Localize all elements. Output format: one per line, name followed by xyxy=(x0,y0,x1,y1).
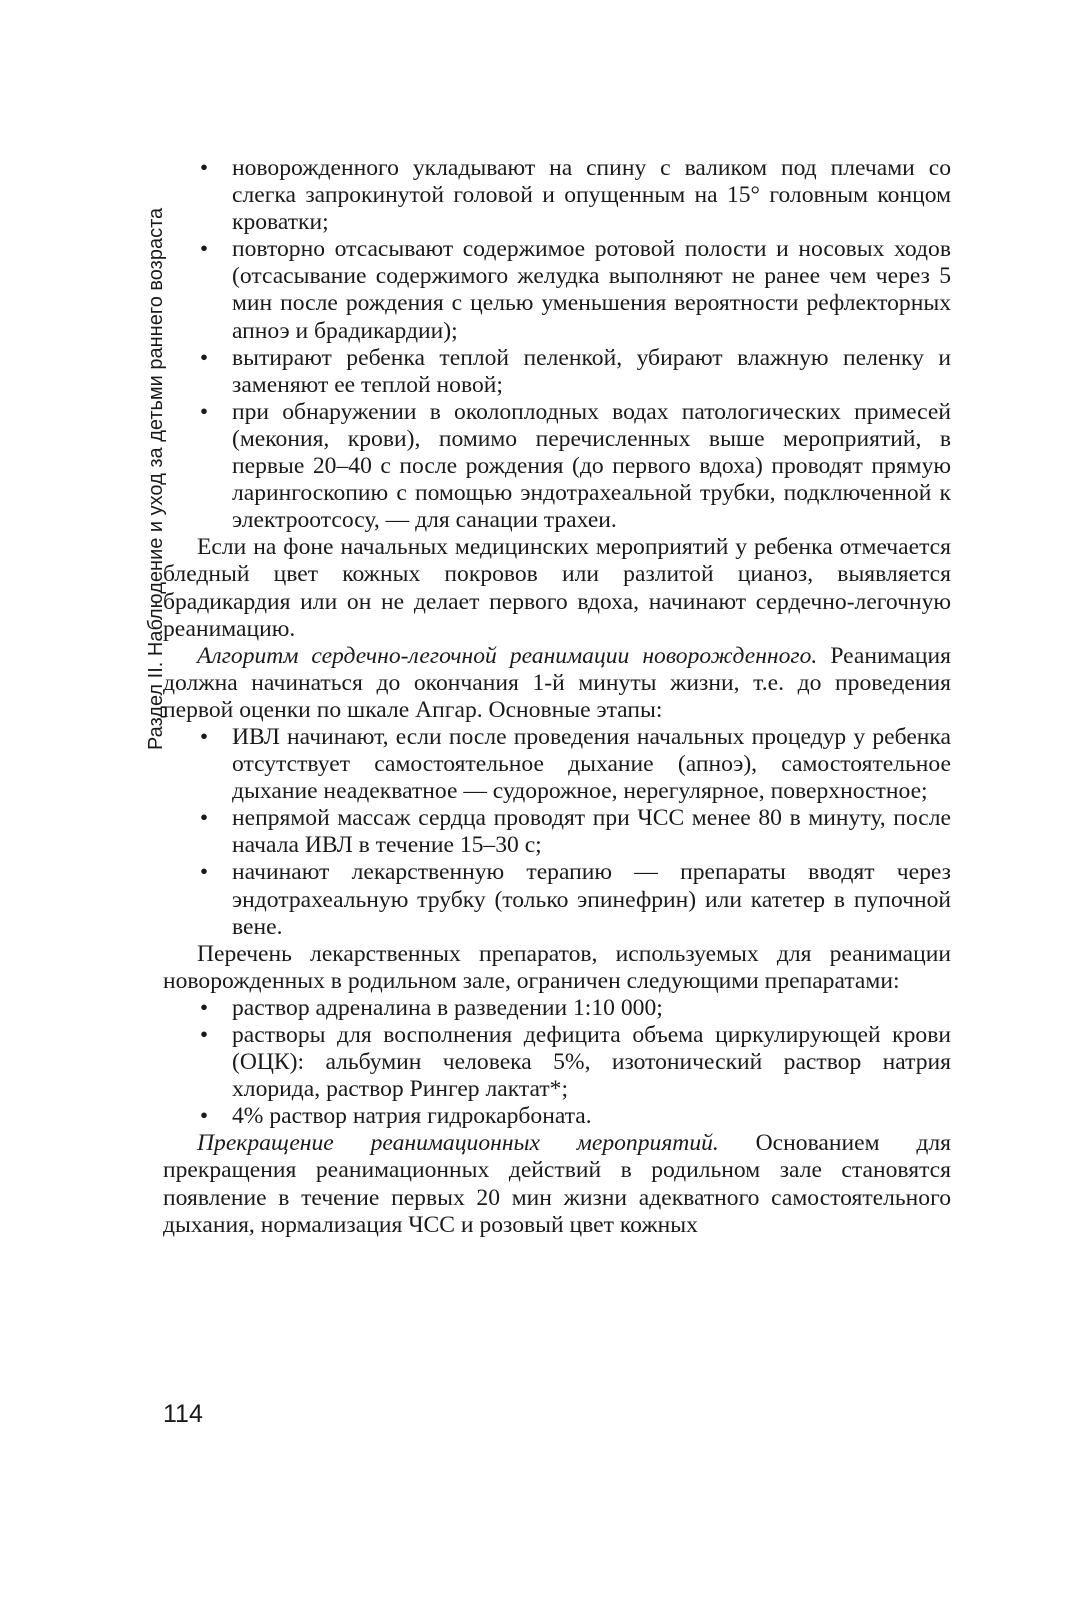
paragraph-algorithm xyxy=(163,643,951,724)
list-item xyxy=(163,724,951,805)
list-item xyxy=(163,1103,951,1130)
list-item xyxy=(163,805,951,859)
bullet-icon: • xyxy=(199,1103,209,1130)
paragraph-resuscitation-start: Если на фоне начальных медицинских мероприятий у ребенка отмечается бледный цвет кожных покровов или разлитой цианоз, выявляется брадикардия или он не делает первого вдоха, начинают сердечно-легочную реанимацию. xyxy=(163,534,951,642)
bullet-icon: • xyxy=(199,805,209,832)
list-item-text: начинают лекарственную терапию — препараты вводят через эндотрахеальную трубку (только эпинефрин) или катетер в пупочной вене. xyxy=(232,859,951,940)
bullet-icon: • xyxy=(199,398,209,425)
list-item xyxy=(163,345,951,399)
list-item-text: растворы для восполнения дефицита объема циркулирующей крови (ОЦК): альбумин человека 5%, изотонический раствор натрия хлорида, раствор Рингер лактат*; xyxy=(232,1022,951,1103)
page-body xyxy=(163,155,951,1239)
section-running-header: Раздел II. Наблюдение и уход за детьми раннего возраста xyxy=(145,207,167,750)
page-number: 114 xyxy=(163,1400,203,1428)
list-item-text: при обнаружении в околоплодных водах патологических примесей (мекония, крови), помимо перечисленных выше мероприятий, в первые 20–40 с после рождения (до первого вдоха) проводят прямую ларингоскопию с помощью эндотрахеальной трубки, подключенной к электроотсосу, — для санации трахеи. xyxy=(232,398,951,534)
list-item-text: раствор адреналина в разведении 1:10 000; xyxy=(232,994,663,1021)
bullet-icon: • xyxy=(199,155,209,181)
bullet-icon: • xyxy=(199,723,209,750)
main-stages-list xyxy=(163,724,951,941)
list-item xyxy=(163,995,951,1022)
list-item xyxy=(163,859,951,940)
list-item-text: новорожденного укладывают на спину с валиком под плечами со слегка запрокинутой головой и опущенным на 15° головным концом кроватки; xyxy=(232,155,951,236)
bullet-icon: • xyxy=(199,344,209,371)
algorithm-text: Реанимация должна начинаться до окончания 1-й минуты жизни, т.е. до проведения первой оценки по шкале Апгар. Основные этапы: xyxy=(163,642,952,723)
list-item xyxy=(163,1022,951,1103)
bullet-icon: • xyxy=(199,1022,209,1048)
list-item-text: повторно отсасывают содержимое ротовой полости и носовых ходов (отсасывание содержимого желудка выполняют не ранее чем через 5 мин после рождения с целью уменьшения вероятности рефлекторных апноэ и брадикардии); xyxy=(232,236,951,344)
bullet-icon: • xyxy=(199,994,209,1021)
list-item-text: ИВЛ начинают, если после проведения начальных процедур у ребенка отсутствует самостоятельное дыхание (апноэ), самостоятельное дыхание неадекватное — судорожное, нерегулярное, поверхностное; xyxy=(232,723,951,805)
list-item xyxy=(163,399,951,534)
paragraph-termination xyxy=(163,1130,951,1238)
paragraph-drug-list: Перечень лекарственных препаратов, используемых для реанимации новорожденных в родильном зале, ограничен следующими препаратами: xyxy=(163,940,951,994)
list-item xyxy=(163,155,951,236)
list-item xyxy=(163,236,951,344)
termination-heading: Прекращение реанимационных мероприятий. xyxy=(197,1130,719,1157)
algorithm-heading: Алгоритм сердечно-легочной реанимации новорожденного. xyxy=(197,642,818,669)
initial-measures-list xyxy=(163,155,951,534)
list-item-text: 4% раствор натрия гидрокарбоната. xyxy=(232,1103,592,1130)
list-item-text: непрямой массаж сердца проводят при ЧСС менее 80 в минуту, после начала ИВЛ в течение 15–30 с; xyxy=(232,805,951,859)
bullet-icon: • xyxy=(199,859,209,886)
bullet-icon: • xyxy=(199,236,209,263)
list-item-text: вытирают ребенка теплой пеленкой, убирают влажную пеленку и заменяют ее теплой новой; xyxy=(232,344,951,398)
drugs-list xyxy=(163,995,951,1130)
termination-text: Основанием для прекращения реанимационных действий в родильном зале становятся появление в течение первых 20 мин жизни адекватного самостоятельного дыхания, нормализация ЧСС и розовый цвет кожных xyxy=(163,1130,951,1238)
